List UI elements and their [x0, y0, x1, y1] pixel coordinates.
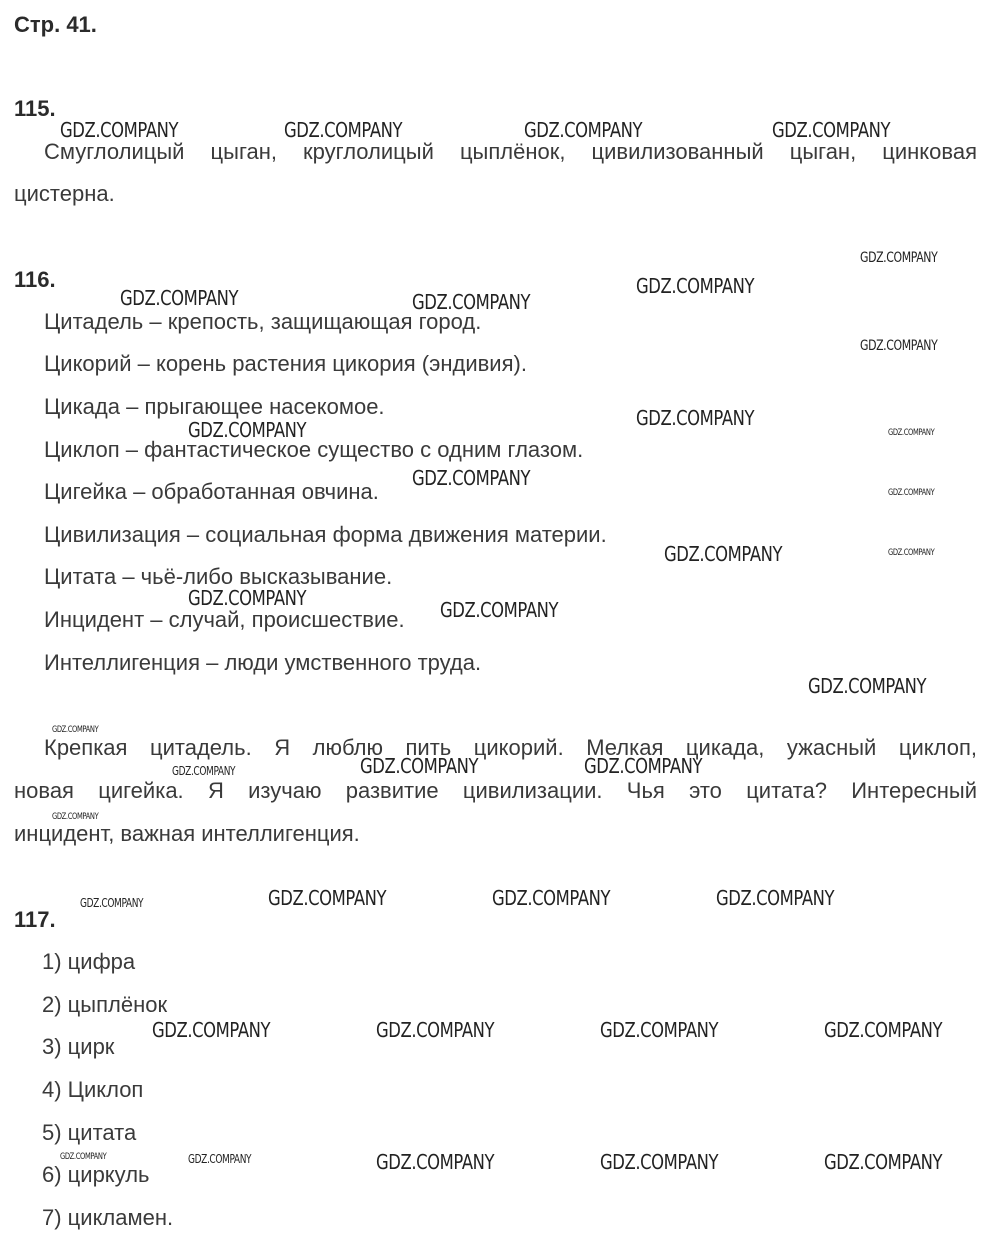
list-item: 3) цирк: [42, 1034, 115, 1059]
watermark: GDZ.COMPANY: [52, 812, 99, 822]
watermark: GDZ.COMPANY: [860, 250, 938, 266]
exercise-115-number: 115.: [14, 96, 56, 121]
definition-item: Цивилизация – социальная форма движения материи.: [44, 522, 607, 547]
watermark: GDZ.COMPANY: [772, 118, 891, 142]
watermark: GDZ.COMPANY: [60, 1152, 107, 1162]
definition-item: Циклоп – фантастическое существо с одним глазом.: [44, 437, 584, 462]
sentences-line-1: Крепкая цитадель. Я люблю пить цикорий. Мелкая цикада, ужасный циклоп,: [44, 735, 977, 760]
watermark: GDZ.COMPANY: [412, 466, 531, 490]
watermark: GDZ.COMPANY: [664, 542, 783, 566]
watermark: GDZ.COMPANY: [376, 1150, 495, 1174]
watermark: GDZ.COMPANY: [600, 1150, 719, 1174]
list-item: 7) цикламен.: [42, 1205, 174, 1230]
exercise-115-line-2: цистерна.: [14, 181, 115, 206]
definition-item: Инцидент – случай, происшествие.: [44, 607, 405, 632]
watermark: GDZ.COMPANY: [600, 1018, 719, 1042]
watermark: GDZ.COMPANY: [636, 274, 755, 298]
exercise-116-number: 116.: [14, 267, 56, 292]
definition-item: Цигейка – обработанная овчина.: [44, 479, 379, 504]
watermark: GDZ.COMPANY: [412, 290, 531, 314]
watermark: GDZ.COMPANY: [284, 118, 403, 142]
sentences-line-3: инцидент, важная интеллигенция.: [14, 821, 360, 846]
sentences-line-2: новая цигейка. Я изучаю развитие цивилизации. Чья это цитата? Интересный: [14, 778, 977, 803]
watermark: GDZ.COMPANY: [888, 428, 935, 438]
watermark: GDZ.COMPANY: [376, 1018, 495, 1042]
watermark: GDZ.COMPANY: [152, 1018, 271, 1042]
watermark: GDZ.COMPANY: [360, 754, 479, 778]
watermark: GDZ.COMPANY: [492, 886, 611, 910]
watermark: GDZ.COMPANY: [188, 586, 307, 610]
watermark: GDZ.COMPANY: [120, 286, 239, 310]
watermark: GDZ.COMPANY: [824, 1150, 943, 1174]
watermark: GDZ.COMPANY: [172, 764, 236, 778]
definition-item: Цикорий – корень растения цикория (эндивия).: [44, 351, 527, 376]
list-item: 1) цифра: [42, 949, 136, 974]
exercise-115-line-1: Смуглолицый цыган, круглолицый цыплёнок, цивилизованный цыган, цинковая: [44, 139, 977, 164]
watermark: GDZ.COMPANY: [860, 338, 938, 354]
watermark: GDZ.COMPANY: [188, 418, 307, 442]
watermark: GDZ.COMPANY: [584, 754, 703, 778]
watermark: GDZ.COMPANY: [524, 118, 643, 142]
list-item: 6) циркуль: [42, 1162, 150, 1187]
watermark: GDZ.COMPANY: [188, 1152, 252, 1166]
watermark: GDZ.COMPANY: [888, 548, 935, 558]
watermark: GDZ.COMPANY: [60, 118, 179, 142]
watermark: GDZ.COMPANY: [808, 674, 927, 698]
definition-item: Цитадель – крепость, защищающая город.: [44, 309, 482, 334]
watermark: GDZ.COMPANY: [636, 406, 755, 430]
page-label: Стр. 41.: [14, 12, 97, 37]
watermark: GDZ.COMPANY: [80, 896, 144, 910]
definition-item: Цитата – чьё-либо высказывание.: [44, 564, 393, 589]
definition-item: Интеллигенция – люди умственного труда.: [44, 650, 482, 675]
list-item: 5) цитата: [42, 1120, 137, 1145]
watermark: GDZ.COMPANY: [716, 886, 835, 910]
definition-item: Цикада – прыгающее насекомое.: [44, 394, 385, 419]
watermark: GDZ.COMPANY: [268, 886, 387, 910]
list-item: 2) цыплёнок: [42, 992, 168, 1017]
watermark: GDZ.COMPANY: [888, 488, 935, 498]
watermark: GDZ.COMPANY: [52, 725, 99, 735]
watermark: GDZ.COMPANY: [440, 598, 559, 622]
exercise-117-number: 117.: [14, 907, 56, 932]
watermark: GDZ.COMPANY: [824, 1018, 943, 1042]
list-item: 4) Циклоп: [42, 1077, 144, 1102]
